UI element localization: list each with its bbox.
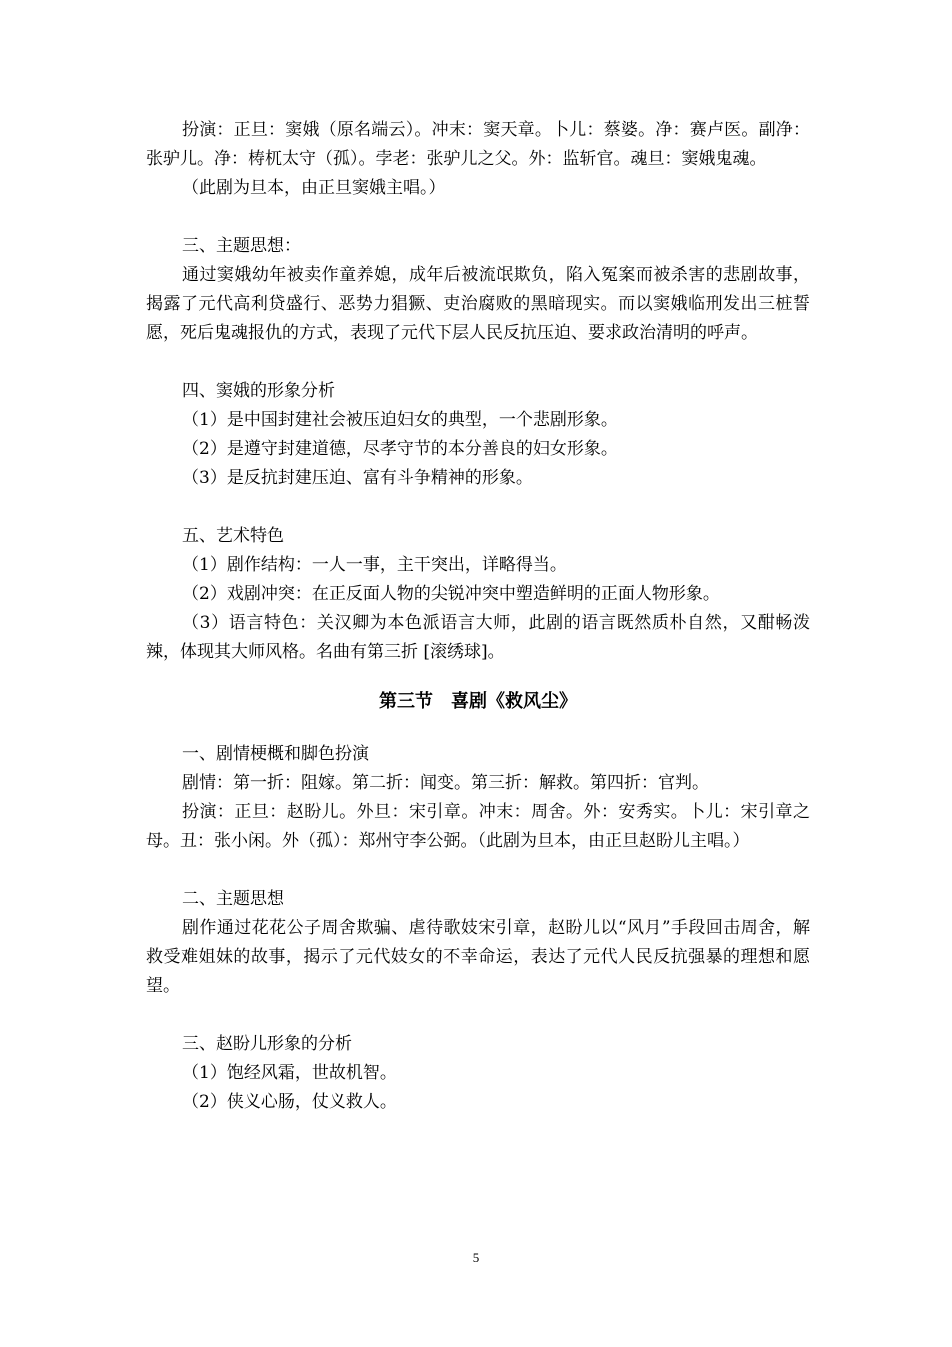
analysis-heading: 三、赵盼儿形象的分析 <box>182 1034 352 1054</box>
analysis-item-2: （2）侠义心肠，仗义救人。 <box>182 1092 397 1112</box>
plot-heading: 一、剧情梗概和脚色扮演 <box>182 744 369 764</box>
art-features-item-3: （3）语言特色：关汉卿为本色派语言大师，此剧的语言既然质朴自然，又酣畅泼辣，体现其大师风格。名曲有第三折 [滚绣球]。 <box>146 613 810 662</box>
spacer <box>146 856 810 885</box>
dan-ben-note: （此剧为旦本，由正旦窦娥主唱。） <box>182 178 446 198</box>
section-title: 第三节 喜剧《救风尘》 <box>379 691 577 712</box>
image-analysis-heading: 四、窦娥的形象分析 <box>182 381 335 401</box>
plot-synopsis: 剧情：第一折：阻嫁。第二折：闻变。第三折：解救。第四折：官判。 <box>182 773 709 793</box>
image-analysis-item-3: （3）是反抗封建压迫、富有斗争精神的形象。 <box>182 468 533 488</box>
cast-label: 扮演： <box>182 120 234 140</box>
art-features-heading: 五、艺术特色 <box>182 526 284 546</box>
art-features-item-2: （2）戏剧冲突：在正反面人物的尖锐冲突中塑造鲜明的正面人物形象。 <box>182 584 720 604</box>
cast-paragraph <box>146 116 810 174</box>
spacer <box>146 203 810 232</box>
plot-cast: 扮演：正旦：赵盼儿。外旦：宋引章。冲末：周舍。外：安秀实。卜儿：宋引章之母。丑：张小闲。外（孤）：郑州守李公弼。（此剧为旦本，由正旦赵盼儿主唱。） <box>146 802 810 851</box>
theme-heading: 三、主题思想： <box>182 236 301 256</box>
art-features-item-1: （1）剧作结构：一人一事，主干突出，详略得当。 <box>182 555 567 575</box>
image-analysis-item-1: （1）是中国封建社会被压迫妇女的典型，一个悲剧形象。 <box>182 410 618 430</box>
theme2-body: 剧作通过花花公子周舍欺骗、虐待歌妓宋引章，赵盼儿以“风月”手段回击周舍，解救受难姐妹的故事，揭示了元代妓女的不幸命运，表达了元代人民反抗强暴的理想和愿望。 <box>146 918 810 996</box>
theme2-heading: 二、主题思想 <box>182 889 284 909</box>
page-number: 5 <box>472 1250 480 1265</box>
cast-text: 正旦：窦娥（原名端云）。冲末：窦天章。卜儿：蔡婆。净：赛卢医。副净：张驴儿。净：梼杌太守（孤）。孛老：张驴儿之父。外：监斩官。魂旦：窦娥鬼魂。 <box>146 120 810 169</box>
image-analysis-item-2: （2）是遵守封建道德，尽孝守节的本分善良的妇女形象。 <box>182 439 618 459</box>
analysis-item-1: （1）饱经风霜，世故机智。 <box>182 1063 397 1083</box>
spacer <box>146 493 810 522</box>
spacer <box>146 1001 810 1030</box>
theme-body: 通过窦娥幼年被卖作童养媳，成年后被流氓欺负，陷入冤案而被杀害的悲剧故事，揭露了元代高利贷盛行、恶势力猖獗、吏治腐败的黑暗现实。而以窦娥临刑发出三桩誓愿，死后鬼魂报仇的方式，表现了元代下层人民反抗压迫、要求政治清明的呼声。 <box>146 265 810 343</box>
page-content <box>146 116 810 1117</box>
spacer <box>146 348 810 377</box>
